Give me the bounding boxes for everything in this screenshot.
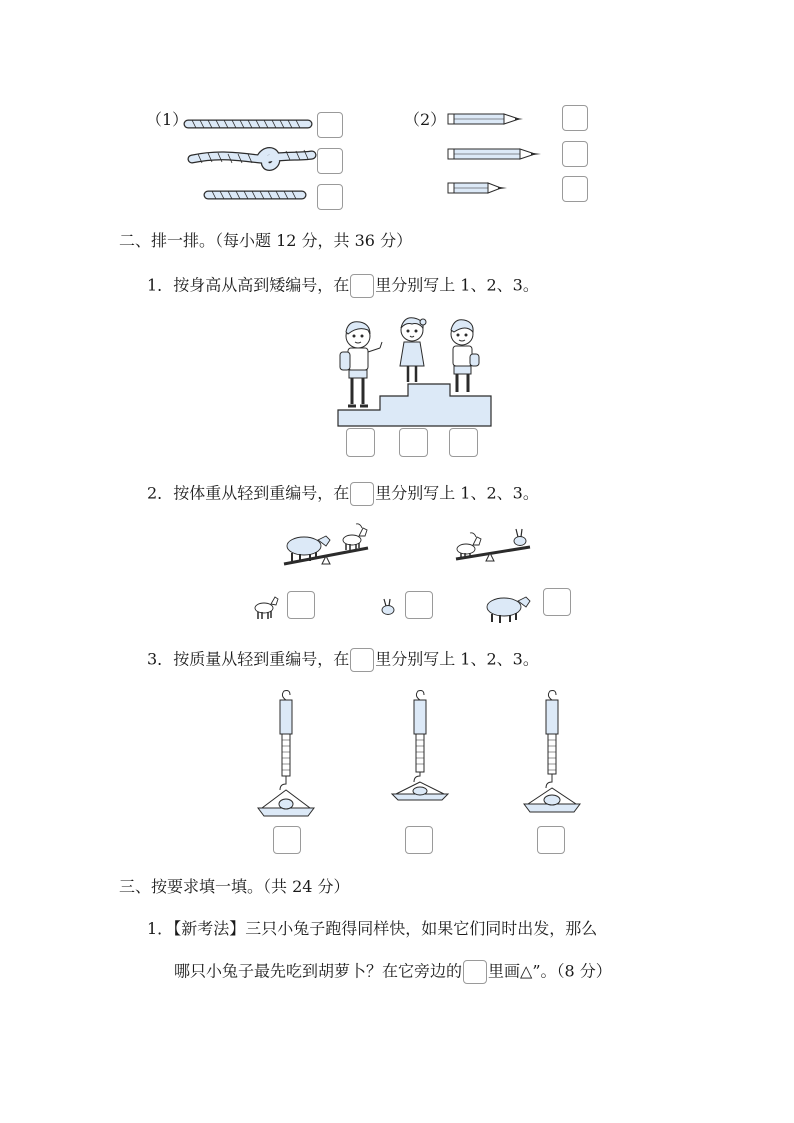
inline-box-icon [350,482,374,506]
seesaw-goat-rabbit [452,527,534,567]
girl-middle [400,318,426,382]
pencil-2 [447,147,545,161]
s2-q1-text-after: 里分别写上 1、2、3。 [375,275,539,295]
s2-q3-text-after: 里分别写上 1、2、3。 [375,649,539,669]
cow-icon [482,593,538,623]
s3-q1-number: 1． [147,919,174,938]
answer-box-goat[interactable] [287,591,315,619]
answer-box-rope-3[interactable] [317,184,343,210]
s2-question-1 [147,274,539,298]
s2-q1-number: 1． [147,275,174,295]
rope-3 [206,188,306,202]
rabbit-icon [514,529,526,546]
inline-box-icon [350,274,374,298]
section2-heading: 二、排一排。（每小题 12 分，共 36 分） [119,231,413,250]
rope-2 [190,147,316,177]
kids-podium-illustration [334,314,494,428]
answer-box-rope-1[interactable] [317,112,343,138]
s3-q1-line2-after: 里画△”。（8 分） [488,961,612,981]
q2-label: （2） [404,110,447,129]
goat-icon [343,524,367,550]
spring-scale-3 [520,688,584,814]
s3-q1-line1: 三只小兔子跑得同样快，如果它们同时出发，那么 [245,919,598,938]
answer-box-pencil-3[interactable] [562,176,588,202]
s2-q3-text-before: 按质量从轻到重编号，在 [173,649,350,669]
s2-q2-number: 2． [147,483,174,503]
answer-box-rope-2[interactable] [317,148,343,174]
s3-question-1-line2 [174,960,612,984]
section3-heading: 三、按要求填一填。（共 24 分） [119,877,350,896]
pencil-3 [447,181,511,195]
answer-box-cow[interactable] [543,588,571,616]
answer-box-scale-3[interactable] [537,826,565,854]
answer-box-scale-2[interactable] [405,826,433,854]
s2-q2-text-after: 里分别写上 1、2、3。 [375,483,539,503]
inline-box-icon [350,648,374,672]
boy-tall [340,322,382,406]
s3-q1-tag: 【新考法】 [173,919,246,938]
s2-question-2 [147,482,539,506]
spring-scale-1 [256,688,316,820]
s3-q1-line2-before: 哪只小兔子最先吃到胡萝卜？在它旁边的 [174,961,463,981]
goat-icon [457,533,481,557]
rope-1 [186,117,312,131]
s2-q2-text-before: 按体重从轻到重编号，在 [173,483,350,503]
answer-box-rabbit[interactable] [405,591,433,619]
q1-label: （1） [146,110,189,129]
spring-scale-2 [388,688,452,800]
goat-icon [252,595,280,621]
inline-box-icon [463,960,487,984]
answer-box-pencil-2[interactable] [562,141,588,167]
answer-box-kid-3[interactable] [449,428,478,457]
boy-right [451,320,479,392]
s2-q3-number: 3． [147,649,174,669]
seesaw-cow-goat [280,520,372,568]
pencil-1 [447,112,527,126]
answer-box-kid-1[interactable] [346,428,375,457]
s2-q1-text-before: 按身高从高到矮编号，在 [173,275,350,295]
rabbit-icon [378,598,398,616]
s2-question-3 [147,648,539,672]
s3-question-1-line1 [147,919,597,939]
answer-box-scale-1[interactable] [273,826,301,854]
answer-box-kid-2[interactable] [399,428,428,457]
answer-box-pencil-1[interactable] [562,105,588,131]
